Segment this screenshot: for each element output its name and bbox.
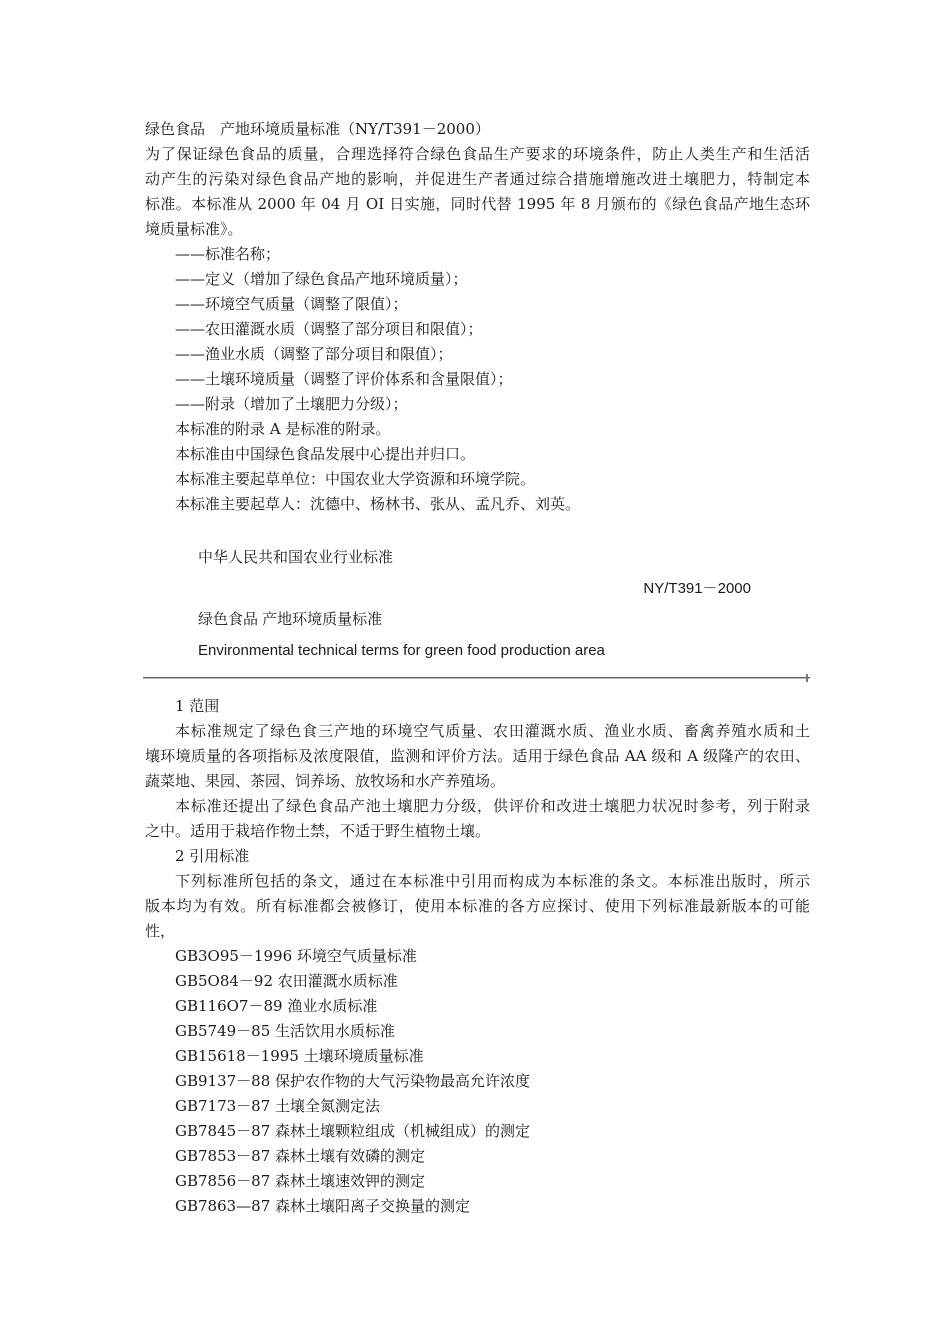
section2-paragraph-line: 性， [145, 922, 176, 940]
intro-note: 本标准由中国绿色食品发展中心提出并归口。 [175, 445, 476, 463]
document-title: 绿色食品 产地环境质量标准（NY/T391－2000） [145, 120, 490, 138]
reference-item: GB7856－87 森林土壤速效钾的测定 [175, 1172, 426, 1190]
section1-paragraph-line: 本标准规定了绿色食三产地的环境空气质量、农田灌溉水质、渔业水质、畜禽养殖水质和土 [175, 722, 810, 740]
section1-paragraph-line: 本标准还提出了绿色食品产池土壤肥力分级，供评价和改进土壤肥力状况时参考，列于附录 [175, 797, 810, 815]
reference-item: GB9137－88 保护农作物的大气污染物最高允许浓度 [175, 1072, 531, 1090]
reference-item: GB15618－1995 土壤环境质量标准 [175, 1047, 424, 1065]
change-list-item: ——土壤环境质量（调整了评价体系和含量限值）； [175, 370, 513, 388]
intro-note: 本标准主要起草人：沈德中、杨林书、张从、孟凡乔、刘英。 [175, 495, 581, 513]
change-list-item: ——环境空气质量（调整了限值）； [175, 295, 408, 313]
reference-item: GB5749－85 生活饮用水质标准 [175, 1022, 396, 1040]
change-list-item: ——标准名称； [175, 245, 281, 263]
header-divider-end [806, 674, 808, 682]
section1-paragraph-line: 壤环境质量的各项指标及浓度限值，监测和评价方法。适用于绿色食品 AA 级和 A 级隆产的农田、 [145, 747, 810, 765]
standard-title-cn: 绿色食品 产地环境质量标准 [198, 611, 383, 628]
header-divider [143, 677, 810, 679]
intro-paragraph-line: 为了保证绿色食品的质量，合理选择符合绿色食品生产要求的环境条件，防止人类生产和生活活 [145, 145, 810, 163]
reference-item: GB116O7－89 渔业水质标准 [175, 997, 378, 1015]
intro-paragraph-line: 动产生的污染对绿色食品产地的影响，并促进生产者通过综合措施增施改进土壤肥力，特制定本 [145, 170, 810, 188]
section1-paragraph-line: 蔬菜地、果园、茶园、饲养场、放牧场和水产养殖场。 [145, 772, 506, 790]
reference-item: GB5O84－92 农田灌溉水质标准 [175, 972, 398, 990]
section2-paragraph-line: 版本均为有效。所有标准都会被修订，使用本标准的各方应探讨、使用下列标准最新版本的可能 [145, 897, 810, 915]
intro-paragraph-line: 标准。本标准从 2000 年 04 月 OI 日实施，同时代替 1995 年 8 月颁布的《绿色食品产地生态环 [145, 195, 810, 213]
standard-title-en: Environmental technical terms for green food production area [198, 642, 605, 659]
intro-paragraph-line: 境质量标准》。 [145, 220, 243, 238]
standard-org: 中华人民共和国农业行业标准 [198, 548, 394, 566]
change-list-item: ——渔业水质（调整了部分项目和限值）； [175, 345, 453, 363]
change-list-item: ——农田灌溉水质（调整了部分项目和限值）； [175, 320, 483, 338]
change-list-item: ——定义（增加了绿色食品产地环境质量）； [175, 270, 468, 288]
reference-item: GB7863—87 森林土壤阳离子交换量的测定 [175, 1197, 471, 1215]
reference-item: GB7853－87 森林土壤有效磷的测定 [175, 1147, 426, 1165]
intro-note: 本标准的附录 A 是标准的附录。 [175, 420, 391, 438]
reference-item: GB7173－87 土壤全氮测定法 [175, 1097, 381, 1115]
intro-note: 本标准主要起草单位：中国农业大学资源和环境学院。 [175, 470, 536, 488]
section2-paragraph-line: 下列标准所包括的条文，通过在本标准中引用而构成为本标准的条文。本标准出版时，所示 [175, 872, 810, 890]
section-heading-scope: 1 范围 [175, 697, 220, 715]
section1-paragraph-line: 之中。适用于栽培作物土禁，不适于野生植物土壤。 [145, 822, 491, 840]
reference-item: GB3O95－1996 环境空气质量标准 [175, 947, 417, 965]
change-list-item: ——附录（增加了土壤肥力分级）； [175, 395, 408, 413]
standard-code: NY/T391－2000 [643, 580, 751, 597]
reference-item: GB7845－87 森林土壤颗粒组成（机械组成）的测定 [175, 1122, 531, 1140]
section-heading-references: 2 引用标准 [175, 847, 250, 865]
